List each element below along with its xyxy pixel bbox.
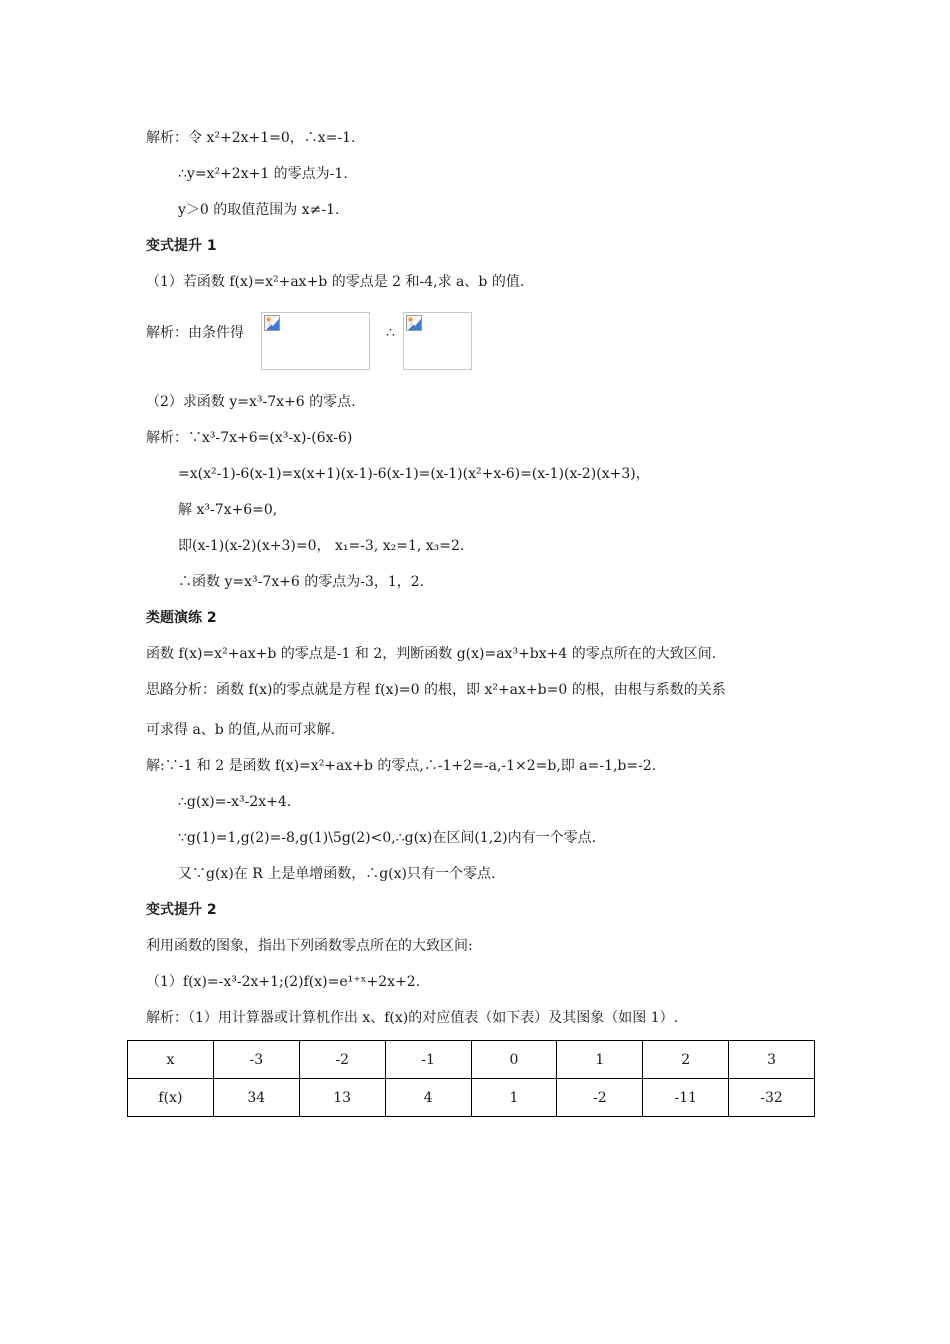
table-cell: 3 [729, 1041, 815, 1079]
analysis-line-1: 解析：令 x²+2x+1=0，∴x=-1. [146, 130, 356, 146]
section-heading-variant-2: 变式提升 2 [146, 902, 217, 918]
solution-3-line-1: 解:∵-1 和 2 是函数 f(x)=x²+ax+b 的零点,∴-1+2=-a,-1×2=b,即 a=-1,b=-2. [146, 758, 657, 774]
table-cell: 34 [213, 1079, 299, 1117]
table-cell: 1 [471, 1079, 557, 1117]
question-5: （1）f(x)=-x³-2x+1;(2)f(x)=e¹⁺ˣ+2x+2. [146, 974, 421, 990]
solution-2-line-4: 即(x-1)(x-2)(x+3)=0， x₁=-3, x₂=1, x₃=2. [178, 538, 465, 554]
question-1: （1）若函数 f(x)=x²+ax+b 的零点是 2 和-4,求 a、b 的值. [146, 274, 525, 290]
table-cell: 2 [643, 1041, 729, 1079]
table-cell: f(x) [128, 1079, 214, 1117]
table-cell: 1 [557, 1041, 643, 1079]
solution-3-line-2: ∴g(x)=-x³-2x+4. [178, 794, 292, 810]
table-cell: -11 [643, 1079, 729, 1117]
table-row [128, 1041, 815, 1079]
table-cell: x [128, 1041, 214, 1079]
solution-3-line-3: ∵g(1)=1,g(2)=-8,g(1)\5g(2)<0,∴g(x)在区间(1,2)内有一个零点. [178, 830, 597, 846]
solution-3-line-4: 又∵g(x)在 R 上是单增函数，∴g(x)只有一个零点. [178, 866, 496, 882]
equation-image-1 [261, 312, 370, 370]
solution-2-line-5: ∴函数 y=x³-7x+6 的零点为-3，1，2. [178, 574, 425, 590]
question-3: 函数 f(x)=x²+ax+b 的零点是-1 和 2，判断函数 g(x)=ax³+bx+4 的零点所在的大致区间. [146, 646, 717, 662]
solution-4-line-1: 解析：（1）用计算器或计算机作出 x、f(x)的对应值表（如下表）及其图象（如图 1）. [146, 1010, 679, 1026]
section-heading-practice-2: 类题演练 2 [146, 610, 217, 626]
solution-2-line-1: 解析：∵x³-7x+6=(x³-x)-(6x-6) [146, 430, 353, 446]
table-row [128, 1079, 815, 1117]
value-table [127, 1040, 815, 1117]
broken-image-icon [406, 315, 422, 331]
table-cell: -1 [385, 1041, 471, 1079]
analysis-line-2: ∴y=x²+2x+1 的零点为-1. [178, 166, 348, 182]
thinking-line-2: 可求得 a、b 的值,从而可求解. [146, 722, 336, 738]
table-cell: 4 [385, 1079, 471, 1117]
equation-image-2 [403, 312, 472, 370]
solution-1-prefix: 解析：由条件得 [146, 325, 244, 341]
table-cell: 0 [471, 1041, 557, 1079]
question-2: （2）求函数 y=x³-7x+6 的零点. [146, 394, 356, 410]
thinking-line-1: 思路分析：函数 f(x)的零点就是方程 f(x)=0 的根，即 x²+ax+b=0 的根，由根与系数的关系 [146, 682, 726, 698]
section-heading-variant-1: 变式提升 1 [146, 238, 217, 254]
table-cell: -2 [557, 1079, 643, 1117]
solution-2-line-3: 解 x³-7x+6=0, [178, 502, 278, 518]
table-cell: 13 [299, 1079, 385, 1117]
table-cell: -32 [729, 1079, 815, 1117]
table-cell: -2 [299, 1041, 385, 1079]
broken-image-icon [264, 315, 280, 331]
table-cell: -3 [213, 1041, 299, 1079]
analysis-line-3: y＞0 的取值范围为 x≠-1. [178, 202, 340, 218]
therefore-symbol: ∴ [386, 325, 395, 341]
solution-2-line-2: =x(x²-1)-6(x-1)=x(x+1)(x-1)-6(x-1)=(x-1)(x²+x-6)=(x-1)(x-2)(x+3)， [178, 466, 650, 482]
question-4: 利用函数的图象，指出下列函数零点所在的大致区间: [146, 938, 473, 954]
